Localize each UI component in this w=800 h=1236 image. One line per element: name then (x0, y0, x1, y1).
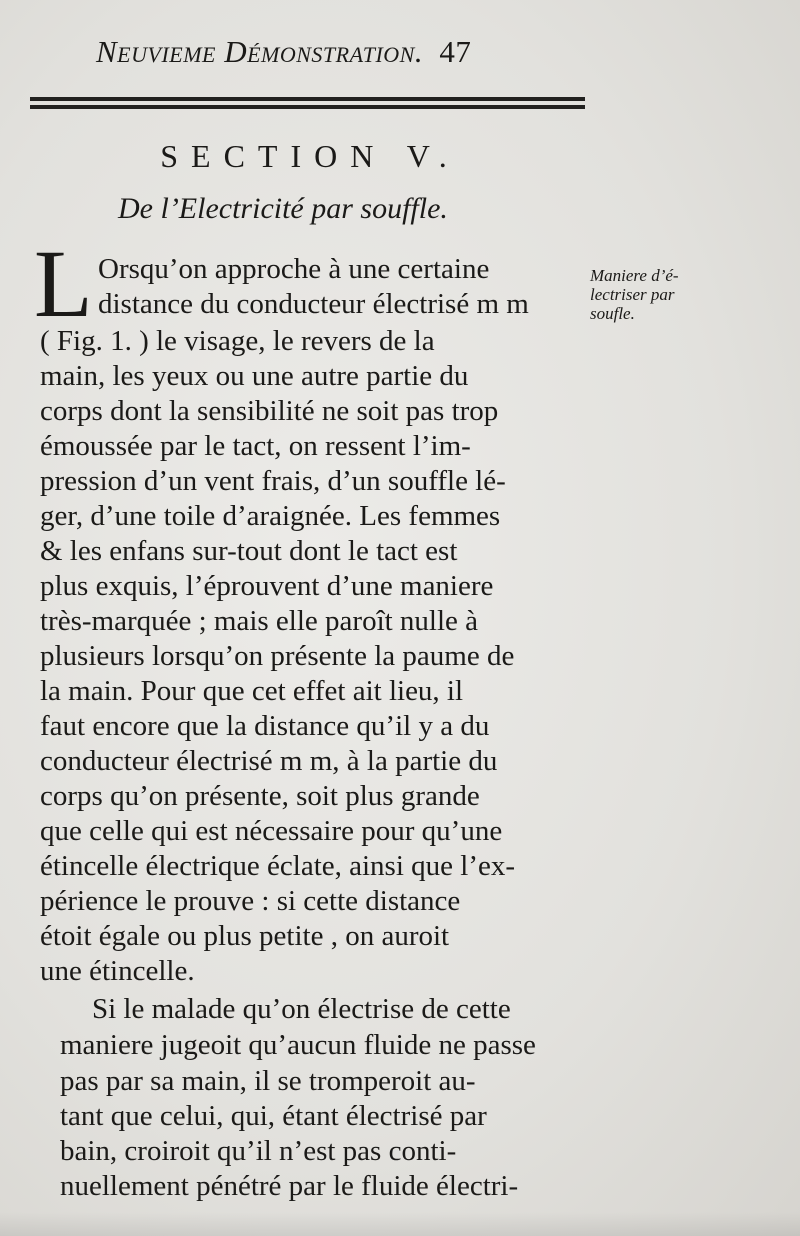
section-heading: SECTION V. (160, 138, 460, 174)
page-number: 47 (439, 34, 472, 69)
text-line: tant que celui, qui, étant électrisé par (60, 1100, 487, 1132)
rule-line-top (30, 97, 585, 101)
text-line: pas par sa main, il se tromperoit au- (60, 1065, 476, 1097)
margin-note-line: Maniere d’é- (590, 266, 679, 285)
text-line: distance du conducteur électrisé m m (98, 288, 529, 320)
text-line: que celle qui est nécessaire pour qu’une (40, 815, 503, 847)
text-line: périence le prouve : si cette distance (40, 885, 461, 917)
margin-note (590, 266, 740, 323)
text-line: étoit égale ou plus petite , on auroit (40, 920, 450, 952)
text-line: bain, croiroit qu’il n’est pas conti- (60, 1135, 457, 1167)
text-line: plusieurs lorsqu’on présente la paume de (40, 640, 515, 672)
running-head (96, 34, 596, 70)
page-bottom-shadow (0, 1212, 800, 1236)
text-line: faut encore que la distance qu’il y a du (40, 710, 490, 742)
text-line: étincelle électrique éclate, ainsi que l’ex- (40, 850, 516, 882)
text-line: très-marquée ; mais elle paroît nulle à (40, 605, 479, 637)
text-line: nuellement pénétré par le fluide électri- (60, 1170, 519, 1202)
double-rule-divider (30, 97, 585, 111)
text-line: main, les yeux ou une autre partie du (40, 360, 469, 392)
running-title: Neuvieme Démonstration. (96, 34, 424, 69)
margin-note-line: lectriser par (590, 285, 675, 304)
text-line: une étincelle. (40, 955, 195, 987)
text-line: corps dont la sensibilité ne soit pas trop (40, 395, 499, 427)
text-line: émoussée par le tact, on ressent l’im- (40, 430, 471, 462)
drop-cap: L (34, 230, 93, 337)
rule-line-bottom (30, 105, 585, 109)
text-line: ger, d’une toile d’araignée. Les femmes (40, 500, 501, 532)
text-line: conducteur électrisé m m, à la partie du (40, 745, 498, 777)
text-line: Si le malade qu’on électrise de cette (92, 993, 511, 1025)
text-line: corps qu’on présente, soit plus grande (40, 780, 480, 812)
text-line: la main. Pour que cet effet ait lieu, il (40, 675, 464, 707)
text-line: pression d’un vent frais, d’un souffle lé- (40, 465, 506, 497)
text-line: & les enfans sur-tout dont le tact est (40, 535, 458, 567)
text-line: ( Fig. 1. ) le visage, le revers de la (40, 325, 435, 357)
section-subtitle: De l’Electricité par souffle. (118, 192, 448, 225)
text-line: plus exquis, l’éprouvent d’une maniere (40, 570, 494, 602)
text-line: Orsqu’on approche à une certaine (98, 253, 490, 285)
text-line: maniere jugeoit qu’aucun fluide ne passe (60, 1029, 536, 1061)
margin-note-line: soufle. (590, 304, 635, 323)
